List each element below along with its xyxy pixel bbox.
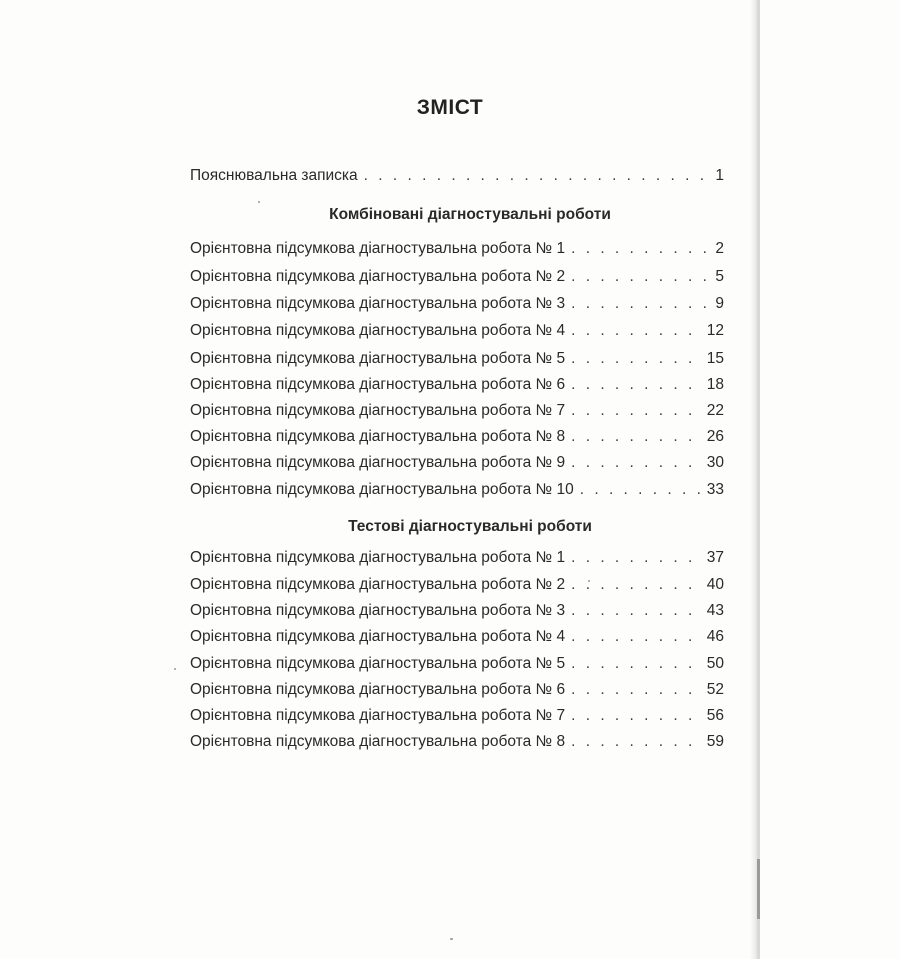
toc-entry xyxy=(190,628,724,650)
toc-entry-label: Орієнтовна підсумкова діагностувальна робота № 8 xyxy=(190,733,566,750)
toc-entry xyxy=(190,655,724,677)
toc-entry-page: 12 xyxy=(706,322,724,339)
dot-leader xyxy=(571,376,703,394)
toc-entry-page: 30 xyxy=(706,454,724,471)
toc-entry xyxy=(190,481,724,503)
toc-entry-label: Орієнтовна підсумкова діагностувальна робота № 6 xyxy=(190,376,566,393)
toc-entry-page: 56 xyxy=(706,707,724,724)
toc-entry-page: 1 xyxy=(715,167,724,184)
toc-entry-label: Орієнтовна підсумкова діагностувальна робота № 5 xyxy=(190,350,566,367)
toc-entry-page: 2 xyxy=(715,240,724,257)
toc-entry-label: Орієнтовна підсумкова діагностувальна робота № 5 xyxy=(190,655,566,672)
page-title: ЗМІСТ xyxy=(416,96,484,119)
toc-entry-page: 52 xyxy=(706,681,724,698)
toc-entry xyxy=(190,707,724,729)
dot-leader xyxy=(571,350,703,368)
toc-entry-page: 15 xyxy=(706,350,724,367)
toc-entry xyxy=(190,733,724,755)
dot-leader xyxy=(571,681,703,699)
toc-entry-intro xyxy=(190,167,724,189)
toc-entry-label: Орієнтовна підсумкова діагностувальна робота № 6 xyxy=(190,681,566,698)
toc-entry-label: Орієнтовна підсумкова діагностувальна робота № 4 xyxy=(190,322,566,339)
section-heading-tests: Тестові діагностувальні роботи xyxy=(348,518,592,535)
toc-entry xyxy=(190,576,724,598)
toc-entry-label: Орієнтовна підсумкова діагностувальна робота № 8 xyxy=(190,428,566,445)
dot-leader xyxy=(571,733,703,751)
toc-entry xyxy=(190,681,724,703)
dot-leader xyxy=(571,295,711,313)
toc-entry-page: 40 xyxy=(706,576,724,593)
dot-leader xyxy=(571,428,703,446)
section-heading-combined: Комбіновані діагностувальні роботи xyxy=(329,206,611,223)
dot-leader xyxy=(571,602,703,620)
toc-entry-label: Орієнтовна підсумкова діагностувальна робота № 2 xyxy=(190,576,566,593)
toc-entry-page: 33 xyxy=(706,481,724,498)
toc-entry-page: 59 xyxy=(706,733,724,750)
toc-entry-page: 5 xyxy=(715,268,724,285)
toc-entry-page: 37 xyxy=(706,549,724,566)
dot-leader xyxy=(571,655,703,673)
toc-entry xyxy=(190,402,724,424)
dot-leader xyxy=(571,549,703,567)
toc-entry xyxy=(190,428,724,450)
dot-leader xyxy=(571,576,703,594)
toc-entry-label: Орієнтовна підсумкова діагностувальна робота № 3 xyxy=(190,295,566,312)
page-edge-bottom xyxy=(757,859,760,919)
dot-leader xyxy=(571,628,703,646)
toc-entry xyxy=(190,602,724,624)
toc-entry-page: 18 xyxy=(706,376,724,393)
toc-entry-label: Орієнтовна підсумкова діагностувальна робота № 3 xyxy=(190,602,566,619)
dot-leader xyxy=(571,268,711,286)
toc-entry-page: 9 xyxy=(715,295,724,312)
toc-entry-label: Орієнтовна підсумкова діагностувальна робота № 9 xyxy=(190,454,566,471)
scan-speck xyxy=(450,938,453,940)
toc-entry xyxy=(190,295,724,317)
toc-entry xyxy=(190,240,724,262)
toc-entry-label: Орієнтовна підсумкова діагностувальна робота № 7 xyxy=(190,402,566,419)
toc-entry xyxy=(190,268,724,290)
toc-entry-page: 22 xyxy=(706,402,724,419)
dot-leader xyxy=(571,402,703,420)
dot-leader xyxy=(580,481,703,499)
toc-entry xyxy=(190,322,724,344)
toc-entry-label: Орієнтовна підсумкова діагностувальна робота № 1 xyxy=(190,240,566,257)
toc-entry-label: Орієнтовна підсумкова діагностувальна робота № 7 xyxy=(190,707,566,724)
toc-entry-page: 50 xyxy=(706,655,724,672)
toc-entry-label: Орієнтовна підсумкова діагностувальна робота № 4 xyxy=(190,628,566,645)
dot-leader xyxy=(364,167,712,185)
scan-speck xyxy=(174,668,176,670)
dot-leader xyxy=(571,240,711,258)
page-edge xyxy=(757,0,760,959)
dot-leader xyxy=(571,322,703,340)
toc-entry-label: Орієнтовна підсумкова діагностувальна робота № 2 xyxy=(190,268,566,285)
toc-entry xyxy=(190,376,724,398)
dot-leader xyxy=(571,454,703,472)
toc-entry xyxy=(190,549,724,571)
toc-entry-label: Орієнтовна підсумкова діагностувальна робота № 10 xyxy=(190,481,574,498)
toc-entry-page: 43 xyxy=(706,602,724,619)
toc-entry xyxy=(190,350,724,372)
toc-entry-page: 26 xyxy=(706,428,724,445)
toc-entry-page: 46 xyxy=(706,628,724,645)
scan-speck xyxy=(258,201,260,203)
toc-entry xyxy=(190,454,724,476)
toc-entry-label: Пояснювальна записка xyxy=(190,167,358,184)
dot-leader xyxy=(571,707,703,725)
toc-entry-label: Орієнтовна підсумкова діагностувальна робота № 1 xyxy=(190,549,566,566)
